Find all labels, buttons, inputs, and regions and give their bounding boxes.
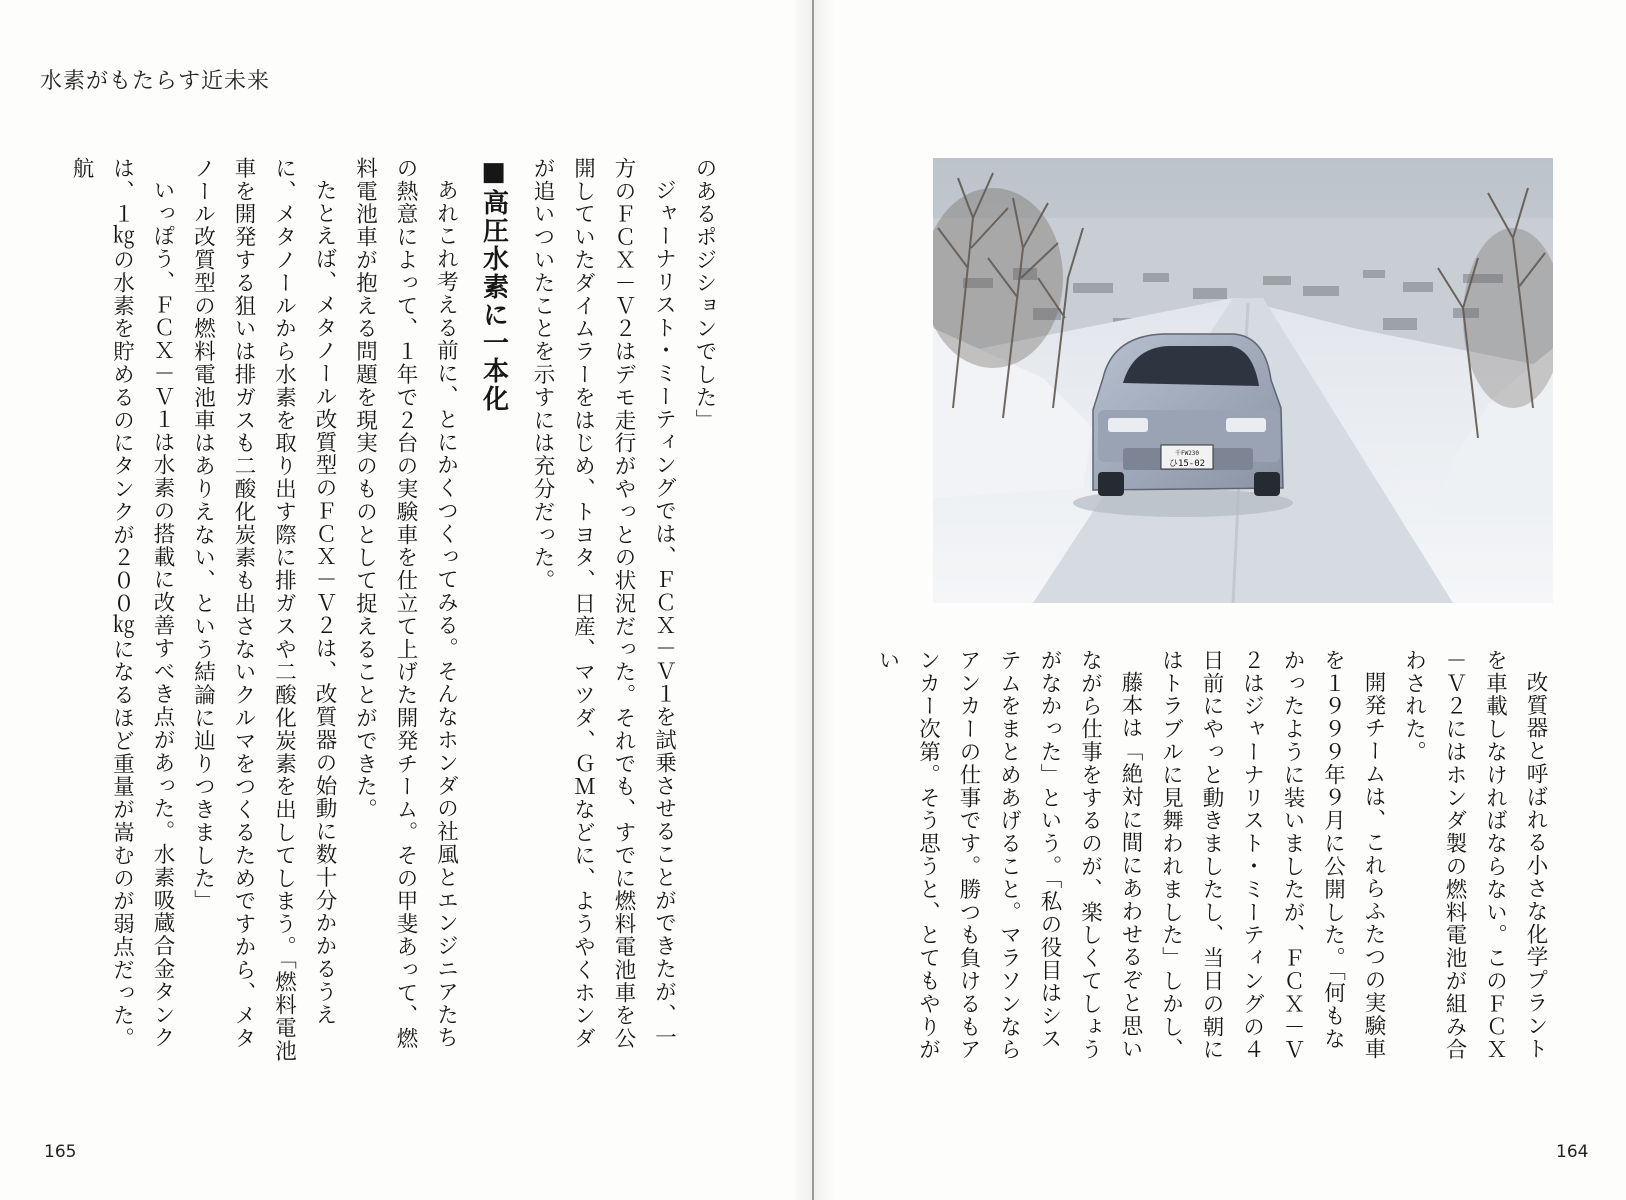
left-paragraph-1: ジャーナリスト・ミーティングでは、ＦＣＸ－Ｖ１を試乗させることができたが、一方のＦＣＸ－Ｖ２はデモ走行がやっとの状況だった。それでも、すでに燃料電池車を公開していたダイムラーをはじめ、トヨタ、日産、マツダ、ＧＭなどに、ようやくホンダが追いついたことを示すには充分だった。 xyxy=(530,157,677,1051)
right-paragraph-1: 改質器と呼ばれる小さな化学プラントを車載しなければならない。このＦＣＸ－Ｖ２にはホンダ製の燃料電池が組み合わされた。 xyxy=(1401,649,1548,1062)
page-number-left: 165 xyxy=(44,1142,77,1162)
left-paragraph-3: たとえば、メタノール改質型のＦＣＸ－Ｖ２は、改質器の始動に数十分かかるうえに、メタノールから水素を取り出す際に排ガスや二酸化炭素を出してしまう。「燃料電池車を開発する狙いは排ガスも二酸化炭素も出さないクルマをつくるためですから、メタノール改質型の燃料電池車はありえない、という結論に辿りつきました」 xyxy=(190,157,337,1063)
license-plate-top: 千FW230 xyxy=(1174,450,1200,457)
page-number-right: 164 xyxy=(1556,1142,1589,1162)
left-paragraph-2: あれこれ考える前に、とにかくつくってみる。そんなホンダの社風とエンジニアたちの熱意によって、１年で２台の実験車を仕立て上げた開発チーム。その甲斐あって、燃料電池車が抱える問題を現実のものとして捉えることができた。 xyxy=(352,157,459,1051)
right-paragraph-2: 開発チームは、これらふたつの実験車を１９９９年９月に公開した。「何もなかったように装いましたが、ＦＣＸ－Ｖ２はジャーナリスト・ミーティングの４日前にやっと動きましたし、当日の朝にはトラブルに見舞われました」しかし、 xyxy=(1158,649,1386,1062)
continuation-line: のあるポジションでした」 xyxy=(692,157,717,432)
left-paragraph-4: いっぽう、ＦＣＸ－Ｖ１は水素の搭載に改善すべき点があった。水素吸蔵合金タンクは、１㎏の水素を貯めるのにタンクが２００㎏になるほど重量が嵩むのが弱点だった。航 xyxy=(69,157,175,1051)
license-plate-number: ひ15-02 xyxy=(1168,459,1206,469)
right-page-text xyxy=(875,649,1555,1069)
running-head: 水素がもたらす近未来 xyxy=(40,69,271,94)
left-page-text xyxy=(64,157,724,1067)
snow-road-car-photo xyxy=(933,158,1553,603)
gutter-line xyxy=(812,0,814,1200)
right-paragraph-3: 藤本は「絶対に間にあわせるぞと思いながら仕事をするのが、楽しくてしょうがなかった」という。「私の役目はシステムをまとめあげること。マラソンならアンカーの仕事です。勝つも負けるもアンカー次第。そう思うと、とてもやりがい xyxy=(875,649,1143,1062)
section-heading: ■高圧水素に一本化 xyxy=(478,157,509,413)
